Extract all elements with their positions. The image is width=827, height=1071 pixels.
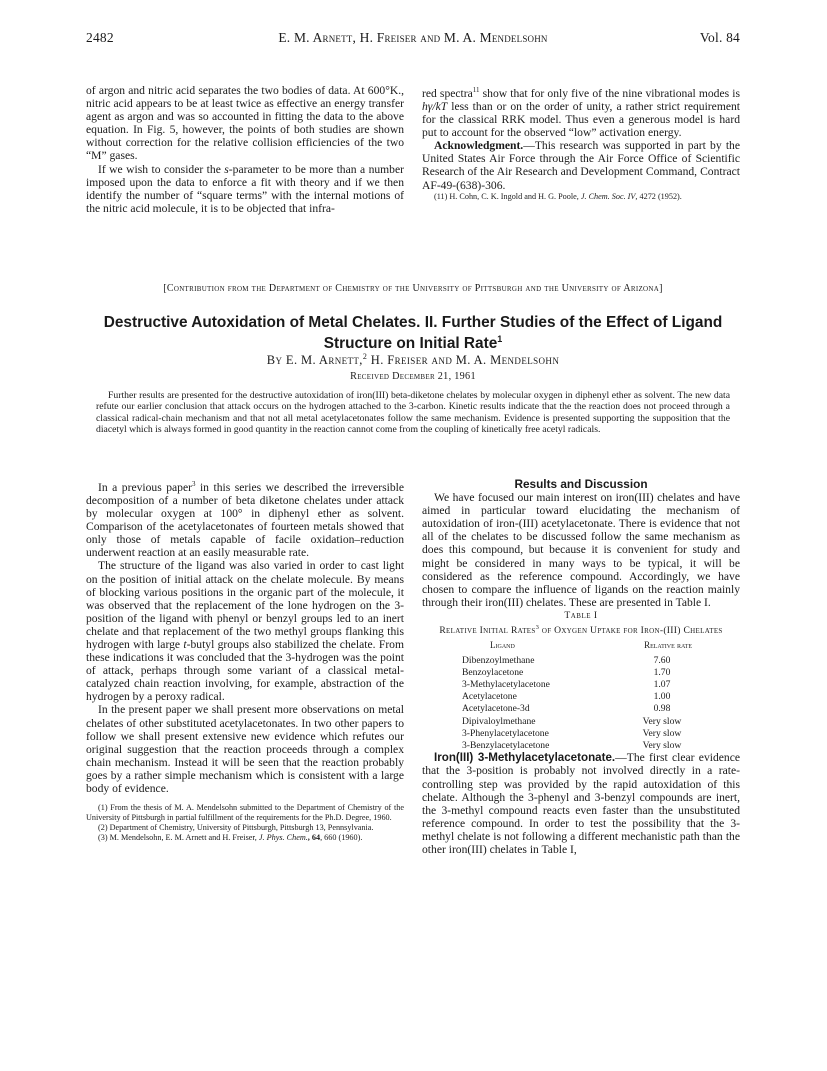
table-row	[462, 691, 702, 703]
footnote-3: (3) M. Mendelsohn, E. M. Arnett and H. Freiser, J. Phys. Chem., 64, 660 (1960).	[98, 833, 363, 843]
abstract: Further results are presented for the destructive autoxidation of iron(III) beta-diketone chelates by molecular oxygen in diphenyl ether as solvent. The new data refute our earlier conclusion that attack occurs on the hydrogen attached to the 3-carbon. Kinetic results indicate that the the reaction does not proceed through a classical radical-chain mechanism and that not all metal acetylacetonates follow the same mechanism. Evidence is presented supporting the supposition that the diacetyl which is always formed in good quantity in the reaction cannot come from the coupling of kinetically free acetyl radicals.	[96, 390, 730, 435]
ligand-cell: 3-Benzylacetylacetone	[462, 739, 550, 751]
ligand-cell: Dibenzoylmethane	[462, 655, 535, 667]
rate-cell: 0.98	[653, 703, 671, 715]
rate-cell: Very slow	[642, 715, 682, 727]
rate-cell: 1.70	[653, 667, 671, 679]
table-label: Table I	[564, 609, 598, 621]
ligand-cell: Dipivaloylmethane	[462, 715, 536, 727]
paragraph: We have focused our main interest on iron(III) chelates and have aimed in particular toward elucidating the mechanism of autoxidation of iron-(III) acetylacetonate. There is evidence that not all of the chelates to be discussed follow the same mechanism as does this compound, but because it is convenient for study and might be considered in many ways to be typical, it will be considered as the reference compound. Accordingly, we have chosen to compare the influence of ligands on the reaction mainly through their iron(III) chelates. These are presented in Table I.	[422, 491, 740, 609]
table-row	[462, 739, 702, 751]
paragraph: In a previous paper$^3$ in this series we described the irreversible decomposition of a number of beta diketone chelates under attack by molecular oxygen at 100° in diphenyl ether as solvent. Comparison of the acetylacetonates of fourteen metals showed that only those of metals capable of facile oxidation–reduction underwent reaction at an easily measurable rate.	[86, 480, 404, 560]
column-header-rate: Relative rate	[644, 639, 692, 650]
body-right-column	[422, 478, 740, 856]
running-head	[86, 30, 740, 50]
rate-cell: 1.00	[653, 691, 671, 703]
top-left-column	[86, 84, 404, 215]
acknowledgment: Acknowledgment.—This research was supported in part by the United States Air Force through the Air Force Office of Scientific Research of the Air Research and Development Command, Contract AF-49-(638)-306.	[422, 139, 740, 192]
volume-number: Vol. 84	[699, 30, 740, 45]
ligand-cell: Acetylacetone	[462, 691, 517, 703]
rate-cell: Very slow	[642, 739, 682, 751]
rate-cell: Very slow	[642, 727, 682, 739]
math-expression: hγ/kT	[422, 99, 448, 113]
table-row	[462, 667, 702, 679]
footnote-2: (2) Department of Chemistry, University of Pittsburgh, Pittsburgh 13, Pennsylvania.	[98, 823, 374, 833]
table-row	[462, 679, 702, 691]
article-title: Destructive Autoxidation of Metal Chelates. II. Further Studies of the Effect of Ligand Structure on Initial Rate$^1$	[103, 314, 723, 353]
rate-cell: 1.07	[653, 679, 671, 691]
table-row	[462, 703, 702, 715]
running-head-authors: E. M. Arnett, H. Freiser and M. A. Mendelsohn	[278, 30, 548, 45]
page-number: 2482	[86, 30, 114, 45]
received-date: Received December 21, 1961	[350, 371, 476, 382]
table-row	[462, 715, 702, 727]
ligand-cell: 3-Methylacetylacetone	[462, 679, 550, 691]
table-caption: Relative Initial Rates$^3$ of Oxygen Uptake for Iron-(III) Chelates	[439, 624, 723, 637]
section-heading: Results and Discussion	[514, 477, 648, 491]
paragraph: If we wish to consider the s-parameter to be more than a number imposed upon the data to enforce a fit with theory and if we then identify the number of “square terms” with the internal motions of the nitric acid molecule, it is to be objected that infra-	[86, 162, 404, 215]
column-header-ligand: Ligand	[490, 639, 515, 650]
rate-cell: 7.60	[653, 655, 671, 667]
body-left-column	[86, 478, 404, 843]
paragraph: Iron(III) 3-Methylacetylacetonate.—The first clear evidence that the 3-position is probably not involved directly in a rate-controlling step was provided by the rapid autoxidation of this chelate. Although the 3-phenyl and 3-benzyl compounds are inert, the 3-methyl compound reacts even faster than the unsubstituted reference compound. In order to test the possibility that the 3-methyl chelate is not following a different mechanistic path than the other iron(III) chelates in Table I,	[422, 751, 740, 856]
table-row	[462, 655, 702, 667]
contribution-line: [Contribution from the Department of Chemistry of the University of Pittsburgh and the University of Arizona]	[163, 283, 663, 294]
top-right-column	[422, 84, 740, 202]
ligand-cell: 3-Phenylacetylacetone	[462, 727, 549, 739]
footnote-11: (11) H. Cohn, C. K. Ingold and H. G. Poole, J. Chem. Soc. IV, 4272 (1952).	[434, 191, 682, 201]
rates-table	[462, 637, 702, 752]
byline: By E. M. Arnett,$^2$ H. Freiser and M. A. Mendelsohn	[266, 352, 560, 368]
paragraph: red spectra$^{11}$ show that for only five of the nine vibrational modes is hγ/kT less than or on the order of unity, a rather strict requirement for the classical RRK model. Thus even a generous model is hard put to account for the observed “low” activation energy.	[422, 86, 740, 140]
footnote-1: (1) From the thesis of M. A. Mendelsohn submitted to the Department of Chemistry of the University of Pittsburgh in partial fulfillment of the requirements for the Ph.D. Degree, 1960.	[86, 803, 404, 823]
ligand-cell: Acetylacetone-3d	[462, 703, 530, 715]
paragraph: In the present paper we shall present more observations on metal chelates of other substituted acetylacetonates. In two other papers to follow we shall present extensive new evidence which refutes our original suggestion that the reaction proceeds through a complex chain mechanism. Instead it will be seen that the reaction probably goes by a rather simple mechanism which is consistent with a large body of evidence.	[86, 703, 404, 796]
paragraph: The structure of the ligand was also varied in order to cast light on the position of initial attack on the chelate molecule. By means of blocking various positions in the organic part of the molecule, it was observed that the replacement of the lone hydrogen on the 3-position of the ligand with phenyl or benzyl groups led to an inert chelate and that replacement of the two methyl groups flanking this hydrogen with large t-butyl groups also stabilized the chelate. From these indications it was concluded that the 3-hydrogen was the point of attack, perhaps through some variant of a classical metal-catalyzed chain reaction involving, for example, abstraction of the hydrogen by a peroxy radical.	[86, 559, 404, 704]
paragraph: of argon and nitric acid separates the two bodies of data. At 600°K., nitric acid appears to be at least twice as effective an energy transfer agent as argon and was so accounted in fitting the data to the above equation. In Fig. 5, however, the points of both studies are shown without correction for the relative collision efficiencies of the two “M” gases.	[86, 84, 404, 163]
table-row	[462, 727, 702, 739]
ligand-cell: Benzoylacetone	[462, 667, 524, 679]
